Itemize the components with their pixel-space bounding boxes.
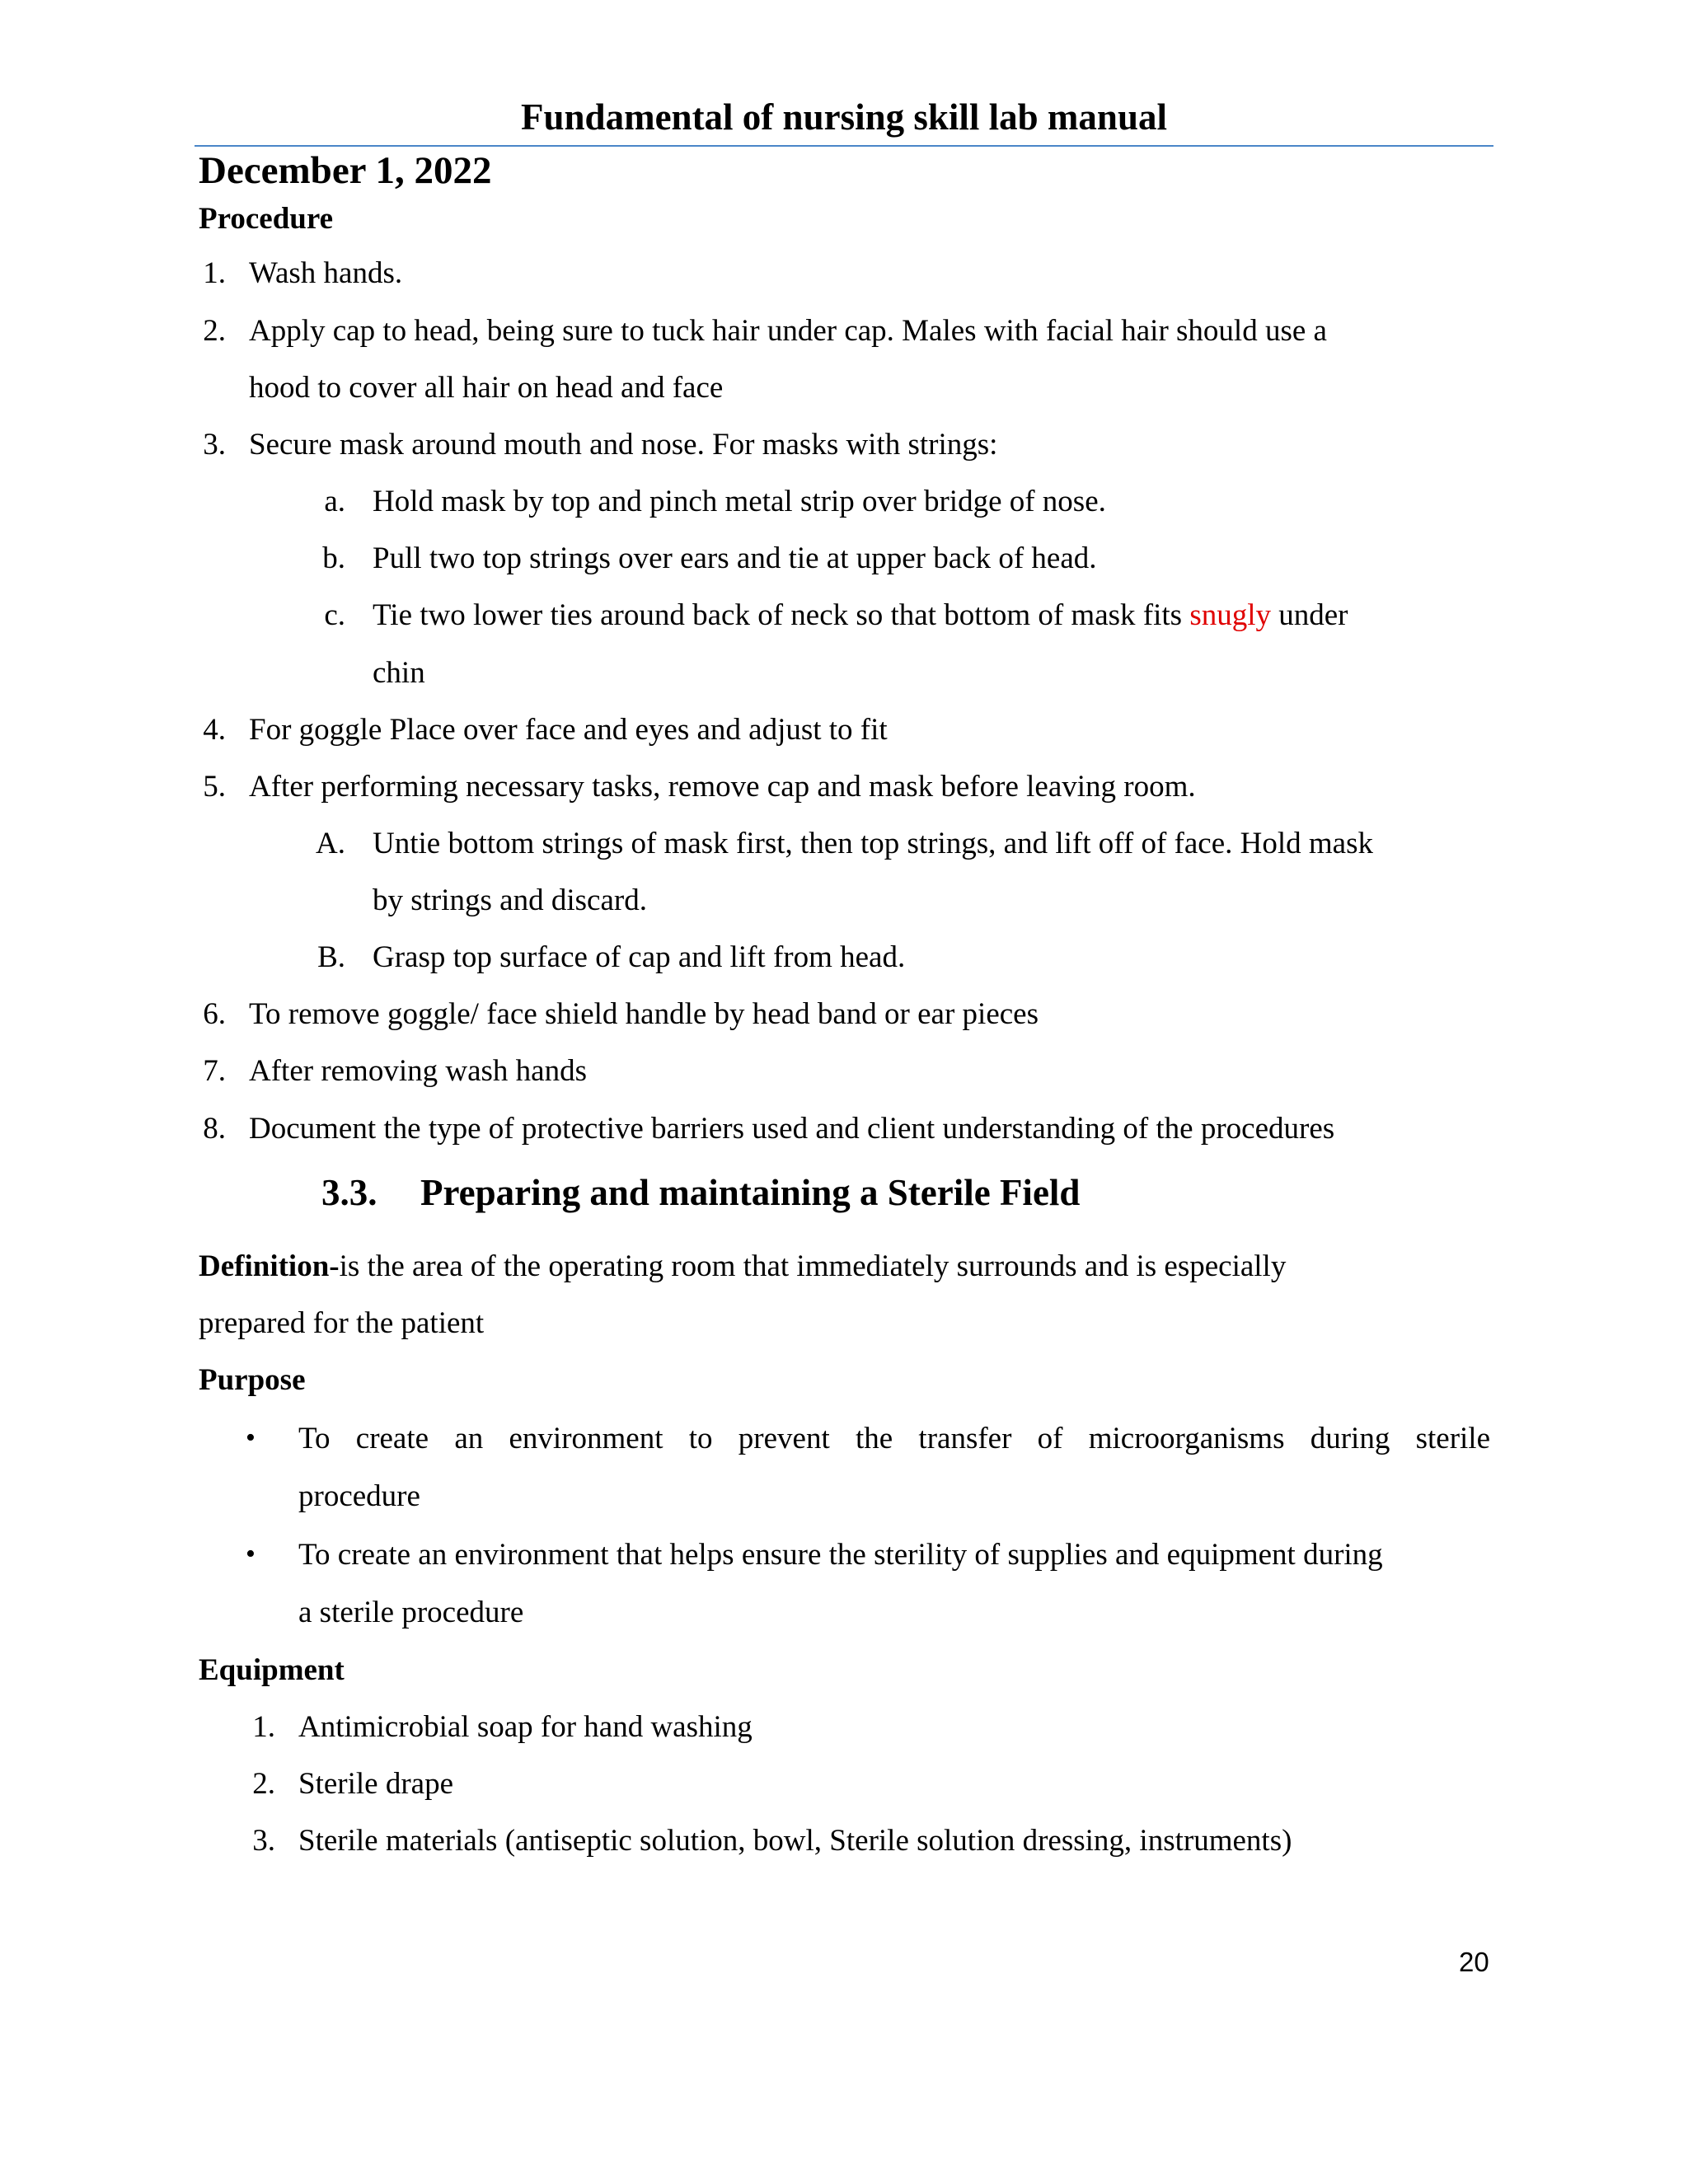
page-number: 20 bbox=[1459, 1947, 1489, 1977]
definition-line2: prepared for the patient bbox=[199, 1306, 485, 1340]
step-5A-text-line1: Untie bottom strings of mask first, then top strings, and lift off of face. Hold mask bbox=[373, 827, 1373, 860]
procedure-heading: Procedure bbox=[199, 202, 334, 236]
step-5A-letter: A. bbox=[316, 827, 345, 860]
equipment-1-number: 1. bbox=[252, 1710, 275, 1744]
step-2-text-line2: hood to cover all hair on head and face bbox=[249, 371, 724, 405]
step-3c-text-line2: chin bbox=[373, 656, 425, 690]
purpose-bullet-1: • bbox=[246, 1422, 256, 1453]
purpose-item-2-line1: To create an environment that helps ensure the sterility of supplies and equipment during bbox=[298, 1538, 1383, 1572]
step-3-number: 3. bbox=[203, 428, 226, 462]
definition-line1 bbox=[199, 1249, 1286, 1284]
step-5B-text: Grasp top surface of cap and lift from head. bbox=[373, 940, 906, 974]
purpose-heading: Purpose bbox=[199, 1363, 306, 1397]
step-7-number: 7. bbox=[203, 1054, 226, 1088]
step-5-text: After performing necessary tasks, remove cap and mask before leaving room. bbox=[249, 770, 1196, 804]
step-4-number: 4. bbox=[203, 713, 226, 747]
definition-label: Definition- bbox=[199, 1249, 340, 1283]
section-number: 3.3. bbox=[321, 1172, 377, 1213]
step-8-text: Document the type of protective barriers used and client understanding of the procedures bbox=[249, 1112, 1335, 1146]
purpose-item-1-line2: procedure bbox=[298, 1479, 420, 1513]
equipment-3-number: 3. bbox=[252, 1824, 275, 1858]
purpose-item-2-line2: a sterile procedure bbox=[298, 1596, 524, 1629]
step-5B-letter: B. bbox=[317, 940, 345, 974]
step-1-text: Wash hands. bbox=[249, 256, 403, 290]
step-3c-text-after: under bbox=[1271, 598, 1348, 632]
definition-text: is the area of the operating room that immediately surrounds and is especially bbox=[339, 1249, 1287, 1283]
step-2-number: 2. bbox=[203, 314, 226, 348]
step-8-number: 8. bbox=[203, 1112, 226, 1146]
header-divider bbox=[195, 145, 1493, 147]
equipment-2-number: 2. bbox=[252, 1767, 275, 1801]
step-5A-text-line2: by strings and discard. bbox=[373, 883, 647, 917]
step-3b-letter: b. bbox=[322, 541, 345, 575]
equipment-2-text: Sterile drape bbox=[298, 1767, 453, 1801]
step-3c-letter: c. bbox=[324, 598, 345, 632]
step-3c-text-line1 bbox=[373, 598, 1348, 633]
equipment-heading: Equipment bbox=[199, 1653, 345, 1687]
equipment-3-text: Sterile materials (antiseptic solution, bowl, Sterile solution dressing, instruments) bbox=[298, 1824, 1292, 1858]
equipment-1-text: Antimicrobial soap for hand washing bbox=[298, 1710, 753, 1744]
purpose-bullet-2: • bbox=[246, 1539, 256, 1569]
step-1-number: 1. bbox=[203, 256, 226, 290]
step-3a-text: Hold mask by top and pinch metal strip over bridge of nose. bbox=[373, 485, 1106, 518]
step-5-number: 5. bbox=[203, 770, 226, 804]
step-2-text-line1: Apply cap to head, being sure to tuck hair under cap. Males with facial hair should use a bbox=[249, 314, 1327, 348]
step-4-text: For goggle Place over face and eyes and adjust to fit bbox=[249, 713, 888, 747]
step-6-text: To remove goggle/ face shield handle by head band or ear pieces bbox=[249, 997, 1039, 1031]
step-3a-letter: a. bbox=[324, 485, 345, 518]
step-7-text: After removing wash hands bbox=[249, 1054, 587, 1088]
purpose-item-1-line1: To create an environment to prevent the transfer of microorganisms during sterile bbox=[298, 1422, 1490, 1455]
document-header-title: Fundamental of nursing skill lab manual bbox=[521, 96, 1167, 138]
snugly-highlight: snugly bbox=[1189, 598, 1271, 632]
step-3b-text: Pull two top strings over ears and tie at upper back of head. bbox=[373, 541, 1097, 575]
step-6-number: 6. bbox=[203, 997, 226, 1031]
section-title: Preparing and maintaining a Sterile Field bbox=[420, 1172, 1081, 1213]
step-3-text: Secure mask around mouth and nose. For masks with strings: bbox=[249, 428, 998, 462]
step-3c-text-before: Tie two lower ties around back of neck so that bottom of mask fits bbox=[373, 598, 1190, 632]
date-heading: December 1, 2022 bbox=[199, 149, 492, 192]
